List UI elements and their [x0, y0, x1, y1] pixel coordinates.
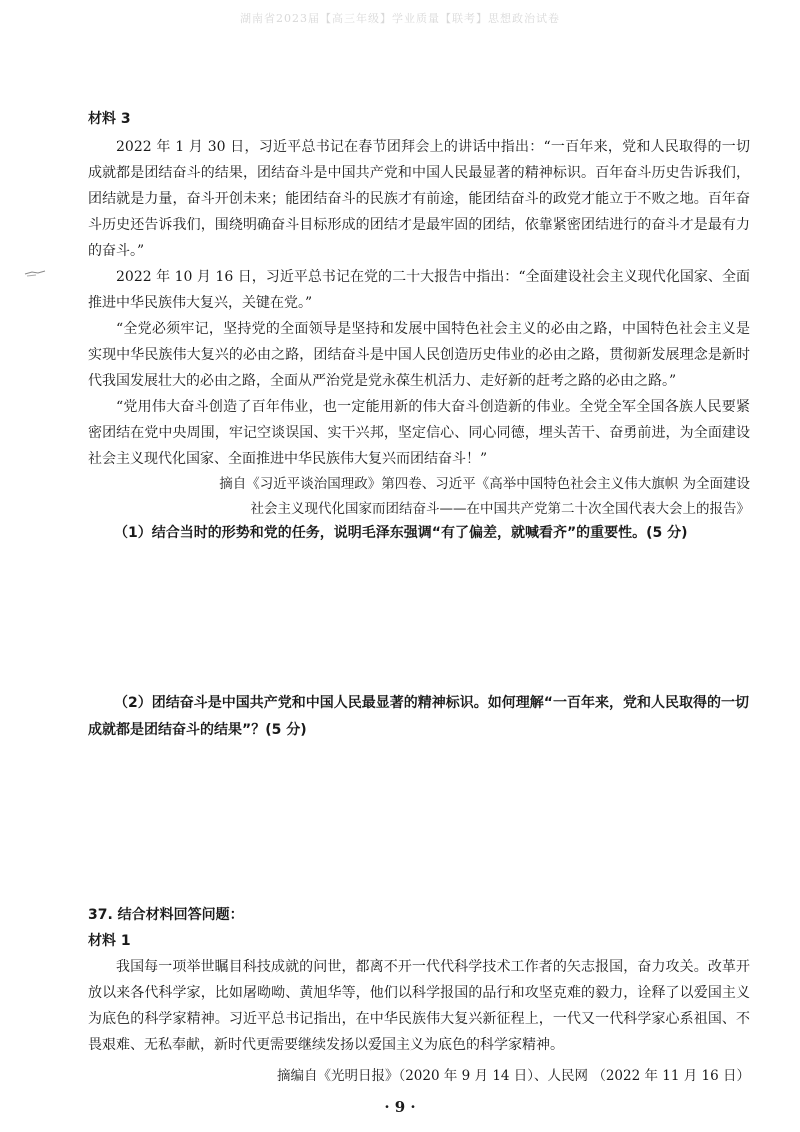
question-37-section: [88, 904, 750, 1089]
material-3-section: [88, 108, 750, 522]
material-3-source-line-2: 社会主义现代化国家而团结奋斗——在中国共产党第二十次全国代表大会上的报告》: [250, 501, 750, 517]
question-2-text: （2）团结奋斗是中国共产党和中国人民最显著的精神标识。如何理解“一百年来，党和人民取得的一切成就都是团结奋斗的结果”？(5 分): [88, 695, 749, 738]
material-1-paragraph: 我国每一项举世瞩目科技成就的问世，都离不开一代代科学技术工作者的矢志报国，奋力攻关。改革开放以来各代科学家，比如屠呦呦、黄旭华等，他们以科学报国的品行和攻坚克难的毅力，诠释了以爱国主义为底色的科学家精神。习近平总书记指出，在中华民族伟大复兴新征程上，一代又一代科学家心系祖国、不畏艰难、无私奉献，新时代更需要继续发扬以爱国主义为底色的科学家精神。: [88, 959, 750, 1053]
question-1-text: （1）结合当时的形势和党的任务，说明毛泽东强调“有了偏差，就喊看齐”的重要性。(5 分): [114, 525, 688, 541]
material-3-paragraph-1: 2022 年 1 月 30 日，习近平总书记在春节团拜会上的讲话中指出：“一百年来，党和人民取得的一切成就都是团结奋斗的结果，团结奋斗是中国共产党和中国人民最显著的精神标识。百年奋斗历史告诉我们，团结就是力量，奋斗开创未来；能团结奋斗的民族才有前途，能团结奋斗的政党才能立于不败之地。百年奋斗历史还告诉我们，围绕明确奋斗目标形成的团结才是最牢固的团结，依靠紧密团结进行的奋斗才是最有力的奋斗。”: [88, 139, 750, 259]
question-1: [88, 520, 750, 547]
page-number: · 9 ·: [384, 1098, 416, 1116]
question-2: [88, 690, 750, 744]
material-1-source: 摘编自《光明日报》（2020 年 9 月 14 日）、人民网 （2022 年 11 月 16 日）: [276, 1068, 750, 1084]
material-3-paragraph-4: “党用伟大奋斗创造了百年伟业，也一定能用新的伟大奋斗创造新的伟业。全党全军全国各族人民要紧密团结在党中央周围，牢记空谈误国、实干兴邦，坚定信心、同心同德，埋头苦干、奋勇前进，为全面建设社会主义现代化国家、全面推进中华民族伟大复兴而团结奋斗！”: [88, 399, 750, 467]
material-3-paragraph-2: 2022 年 10 月 16 日，习近平总书记在党的二十大报告中指出：“全面建设社会主义现代化国家、全面推进中华民族伟大复兴，关键在党。”: [88, 269, 750, 311]
question-37-heading: 37. 结合材料回答问题：: [88, 907, 244, 923]
scan-artifact-mark: [24, 268, 46, 278]
faint-header-watermark: 湖南省2023届【高三年级】学业质量【联考】思想政治试卷: [240, 12, 560, 25]
material-1-heading: 材料 1: [88, 933, 131, 949]
material-3-source-line-1: 摘自《习近平谈治国理政》第四卷、习近平《高举中国特色社会主义伟大旗帜 为全面建设: [219, 476, 750, 492]
material-3-paragraph-3: “全党必须牢记，坚持党的全面领导是坚持和发展中国特色社会主义的必由之路，中国特色社会主义是实现中华民族伟大复兴的必由之路，团结奋斗是中国人民创造历史伟业的必由之路，贯彻新发展理念是新时代我国发展壮大的必由之路，全面从严治党是党永葆生机活力、走好新的赶考之路的必由之路。”: [88, 321, 750, 389]
material-3-heading: 材料 3: [88, 111, 131, 127]
